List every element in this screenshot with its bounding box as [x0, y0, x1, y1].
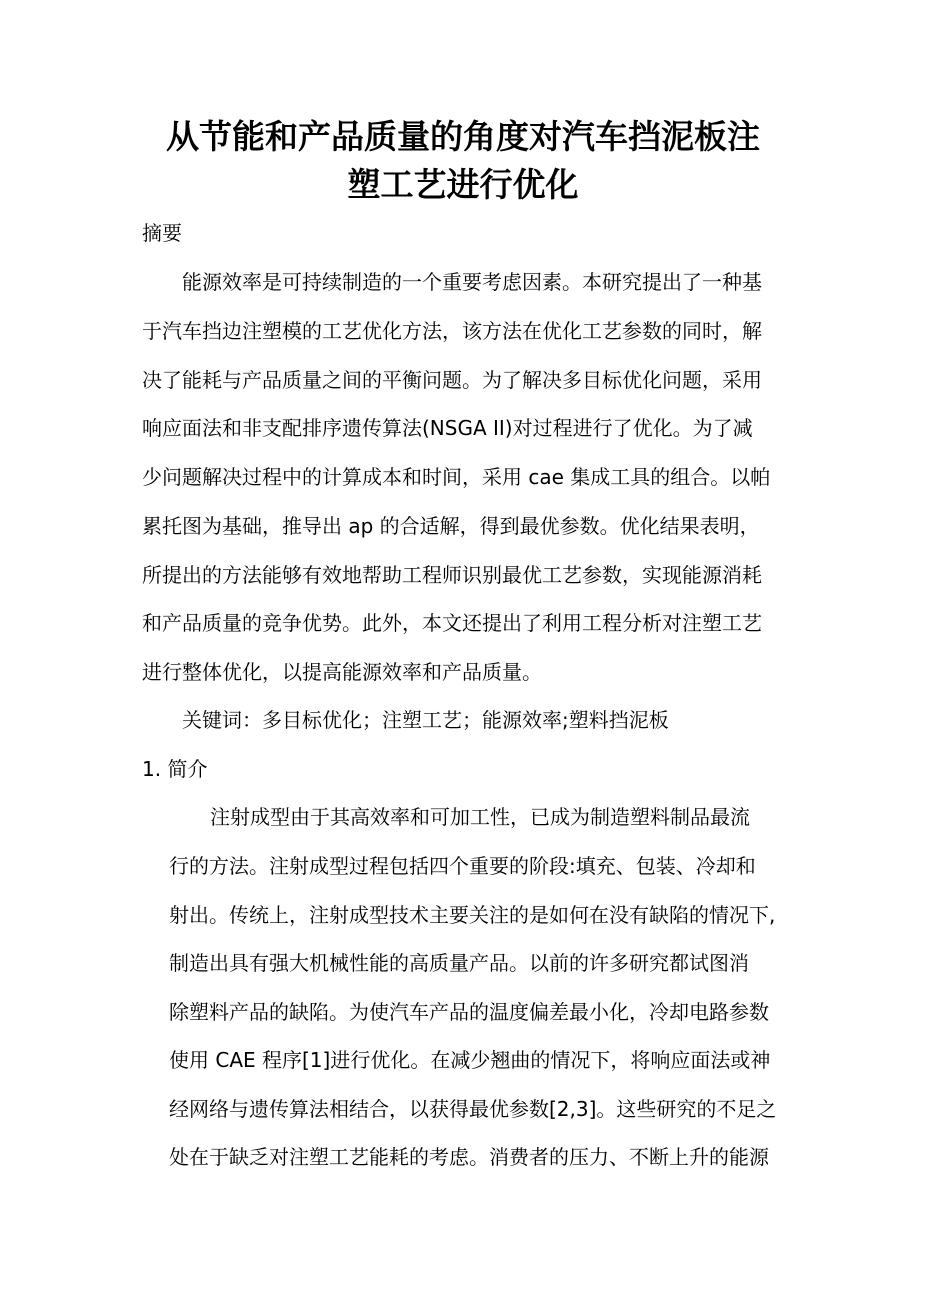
section-1-heading: 1. 简介 [142, 757, 208, 781]
section-1-line: 射出。传统上，注射成型技术主要关注的是如何在没有缺陷的情况下, [169, 903, 776, 927]
abstract-heading: 摘要 [142, 221, 182, 245]
keywords: 关键词：多目标优化；注塑工艺；能源效率;塑料挡泥板 [182, 708, 669, 732]
title-line-2: 塑工艺进行优化 [347, 165, 579, 204]
section-1-line: 行的方法。注射成型过程包括四个重要的阶段:填充、包装、冷却和 [169, 854, 756, 878]
section-1-line: 经网络与遗传算法相结合，以获得最优参数[2,3]。这些研究的不足之 [169, 1097, 777, 1121]
abstract-line: 少问题解决过程中的计算成本和时间，采用 cae 集成工具的组合。以帕 [142, 465, 771, 489]
abstract-line: 进行整体优化，以提高能源效率和产品质量。 [142, 660, 542, 684]
abstract-line: 和产品质量的竞争优势。此外，本文还提出了利用工程分析对注塑工艺 [142, 611, 762, 635]
abstract-line: 能源效率是可持续制造的一个重要考虑因素。本研究提出了一种基 [182, 270, 762, 294]
section-1-line: 除塑料产品的缺陷。为使汽车产品的温度偏差最小化，冷却电路参数 [169, 1000, 769, 1024]
abstract-line: 响应面法和非支配排序遗传算法(NSGA II)对过程进行了优化。为了减 [142, 416, 753, 440]
abstract-line: 于汽车挡边注塑模的工艺优化方法，该方法在优化工艺参数的同时，解 [142, 319, 762, 343]
abstract-line: 所提出的方法能够有效地帮助工程师识别最优工艺参数，实现能源消耗 [142, 563, 762, 587]
section-1-line: 使用 CAE 程序[1]进行优化。在减少翘曲的情况下，将响应面法或神 [169, 1048, 771, 1072]
title-line-1: 从节能和产品质量的角度对汽车挡泥板注 [166, 117, 760, 156]
abstract-line: 累托图为基础，推导出 ap 的合适解，得到最优参数。优化结果表明， [142, 514, 760, 538]
section-1-line: 处在于缺乏对注塑工艺能耗的考虑。消费者的压力、不断上升的能源 [169, 1145, 769, 1169]
section-1-line: 注射成型由于其高效率和可加工性，已成为制造塑料制品最流 [210, 805, 750, 829]
section-1-line: 制造出具有强大机械性能的高质量产品。以前的许多研究都试图消 [169, 951, 749, 975]
abstract-line: 决了能耗与产品质量之间的平衡问题。为了解决多目标优化问题，采用 [142, 368, 762, 392]
